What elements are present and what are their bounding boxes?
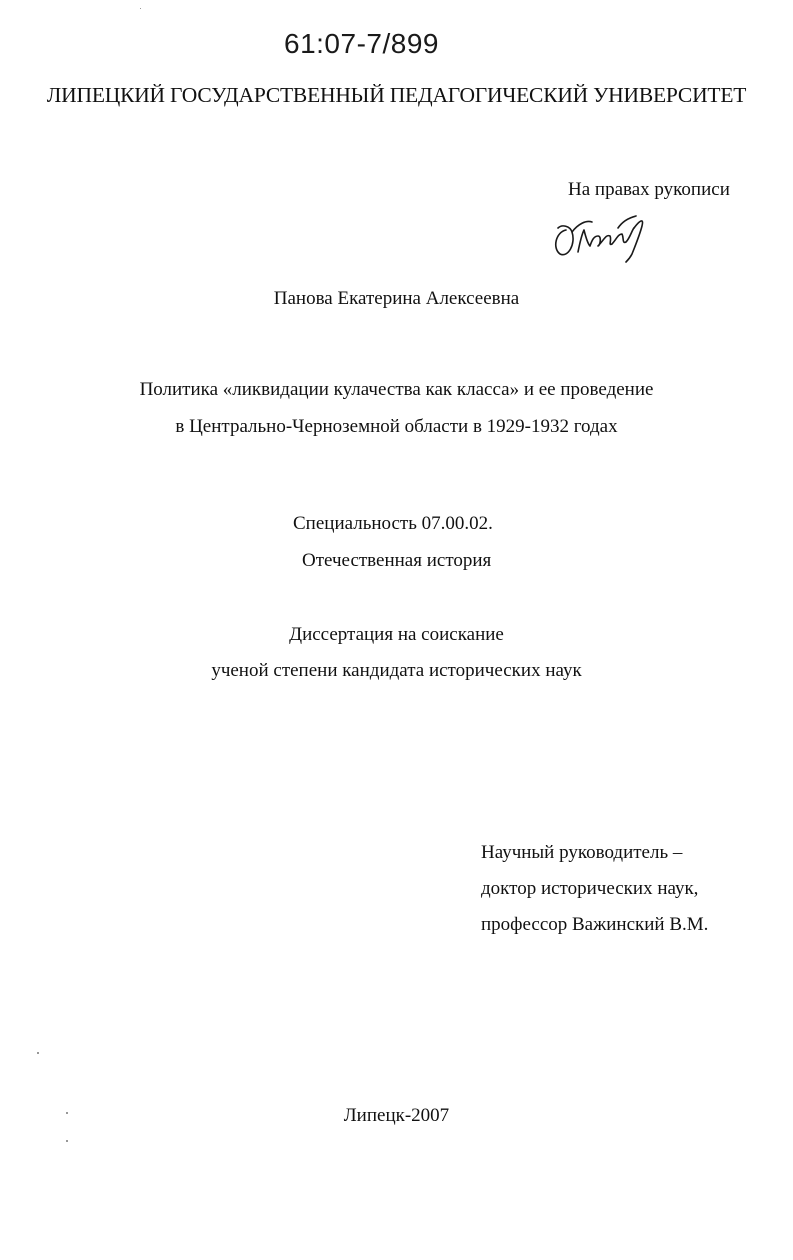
degree-statement-line-1: Диссертация на соискание bbox=[289, 624, 504, 645]
dissertation-title-line-1: Политика «ликвидации кулачества как класса» и ее проведение bbox=[139, 379, 654, 400]
scan-speck bbox=[66, 1112, 68, 1114]
city-year: Липецк-2007 bbox=[343, 1105, 450, 1126]
archive-stamp-number: 61:07-7/899 bbox=[284, 28, 439, 59]
dissertation-title-line-2: в Центрально-Черноземной области в 1929-1932 годах bbox=[175, 416, 618, 437]
degree-statement-line-2: ученой степени кандидата исторических наук bbox=[211, 660, 582, 681]
scan-speck bbox=[37, 1052, 39, 1054]
manuscript-rights-note: На правах рукописи bbox=[568, 179, 730, 200]
university-heading: ЛИПЕЦКИЙ ГОСУДАРСТВЕННЫЙ ПЕДАГОГИЧЕСКИЙ УНИВЕРСИТЕТ bbox=[46, 83, 747, 107]
specialty-code: Специальность 07.00.02. bbox=[293, 513, 493, 534]
supervisor-name: профессор Важинский В.М. bbox=[481, 914, 709, 935]
specialty-name: Отечественная история bbox=[302, 550, 492, 571]
author-name: Панова Екатерина Алексеевна bbox=[273, 288, 520, 309]
scan-speck bbox=[140, 8, 141, 9]
scan-speck bbox=[66, 1140, 68, 1142]
handwritten-signature bbox=[548, 208, 658, 264]
supervisor-degree: доктор исторических наук, bbox=[481, 878, 699, 899]
supervisor-role: Научный руководитель – bbox=[481, 842, 683, 863]
